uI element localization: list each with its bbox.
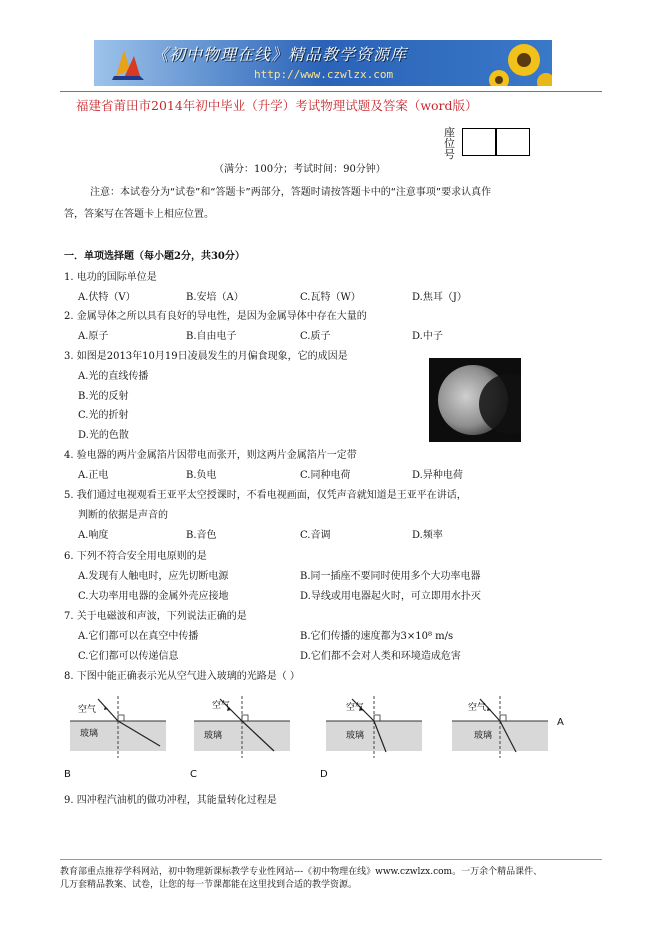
option-a: A.正电 — [78, 470, 109, 481]
header-divider — [60, 91, 602, 92]
footer-line-1: 教育部重点推荐学科网站，初中物理新课标教学专业性网站---《初中物理在线》www.czwlzx.com。一万余个精品课件、 — [60, 867, 543, 877]
option-a: A.光的直线传播 — [78, 371, 149, 382]
light-path-diagram-a — [70, 696, 166, 758]
option-b: B.它们传播的速度都为3×10⁸ m/s — [300, 631, 454, 642]
option-d: D.异种电荷 — [412, 470, 463, 481]
light-path-diagram-b — [194, 696, 290, 758]
question-stem: 4. 验电器的两片金属箔片因带电而张开，则这两片金属箔片一定带 — [64, 450, 357, 461]
option-c: C.大功率用电器的金属外壳应接地 — [78, 591, 229, 602]
option-d: D.它们都不会对人类和环境造成危害 — [300, 651, 461, 662]
option-b: B.音色 — [186, 530, 217, 541]
option-a: A.发现有人触电时，应先切断电源 — [78, 571, 229, 582]
option-d: D.频率 — [412, 530, 443, 541]
diagram-letter-c: C — [190, 769, 197, 780]
air-label: 空气 — [468, 703, 487, 713]
option-b: B.同一插座不要同时使用多个大功率电器 — [300, 571, 481, 582]
option-d: D.中子 — [412, 331, 443, 342]
light-path-diagram-c — [326, 696, 422, 758]
footer-line-2: 几万套精品教案、试卷，让您的每一节课都能在这里找到合适的教学资源。 — [60, 880, 358, 890]
question-stem: 8. 下图中能正确表示光从空气进入玻璃的光路是（ ） — [64, 671, 300, 682]
option-b: B.光的反射 — [78, 391, 129, 402]
option-b: B.负电 — [186, 470, 217, 481]
question-stem-continued: 判断的依据是声音的 — [78, 510, 168, 521]
option-c: C.光的折射 — [78, 410, 129, 421]
air-label: 空气 — [78, 705, 97, 715]
option-a: A.伏特（V） — [78, 292, 136, 303]
lunar-eclipse-image — [429, 358, 521, 442]
seat-number-box-1 — [462, 128, 496, 156]
banner-url-link[interactable]: http://www.czwlzx.com — [254, 68, 394, 81]
option-a: A.原子 — [78, 331, 109, 342]
document-title: 福建省莆田市2014年初中毕业（升学）考试物理试题及答案（word版） — [76, 98, 478, 113]
option-d: D.导线或用电器起火时，可立即用水扑灭 — [300, 591, 481, 602]
light-path-diagram-d — [452, 696, 548, 758]
air-label: 空气 — [346, 703, 365, 713]
footer-divider — [60, 859, 602, 860]
diagram-letter-d: D — [320, 769, 328, 780]
option-c: C.它们都可以传递信息 — [78, 651, 179, 662]
option-c: C.质子 — [300, 331, 331, 342]
diagram-letter-a: A — [557, 717, 564, 728]
question-stem: 9. 四冲程汽油机的做功冲程，其能量转化过程是 — [64, 795, 277, 806]
seat-number-box-2 — [496, 128, 530, 156]
question-stem: 2. 金属导体之所以具有良好的导电性，是因为金属导体中存在大量的 — [64, 311, 367, 322]
air-label: 空气 — [212, 701, 231, 711]
glass-label: 玻璃 — [474, 731, 493, 741]
option-c: C.音调 — [300, 530, 331, 541]
glass-label: 玻璃 — [346, 731, 365, 741]
glass-label: 玻璃 — [204, 731, 223, 741]
option-b: B.安培（A） — [186, 292, 244, 303]
question-stem: 1. 电功的国际单位是 — [64, 272, 157, 283]
option-a: A.响度 — [78, 530, 109, 541]
option-a: A.它们都可以在真空中传播 — [78, 631, 199, 642]
notice-line-2: 答，答案写在答题卡上相应位置。 — [64, 209, 214, 220]
notice-line-1: 注意：本试卷分为“试卷”和“答题卡”两部分，答题时请按答题卡中的“注意事项”要求认真作 — [90, 187, 492, 198]
question-stem: 6. 下列不符合安全用电原则的是 — [64, 551, 207, 562]
question-stem: 3. 如图是2013年10月19日凌晨发生的月偏食现象，它的成因是 — [64, 351, 348, 362]
banner-title: 《初中物理在线》精品教学资源库 — [152, 45, 408, 64]
glass-label: 玻璃 — [80, 729, 99, 739]
option-c: C.瓦特（W） — [300, 292, 361, 303]
question-stem: 5. 我们通过电视观看王亚平太空授课时，不看电视画面，仅凭声音就知道是王亚平在讲话， — [64, 490, 467, 501]
score-info: （满分：100分；考试时间：90分钟） — [214, 164, 386, 175]
diagram-letter-b: B — [64, 769, 71, 780]
option-c: C.同种电荷 — [300, 470, 351, 481]
option-d: D.焦耳（J） — [412, 292, 467, 303]
question-stem: 7. 关于电磁波和声波，下列说法正确的是 — [64, 611, 247, 622]
section-heading: 一．单项选择题（每小题2分，共30分） — [64, 251, 245, 262]
seat-number-label: 座位号 — [444, 126, 455, 161]
option-b: B.自由电子 — [186, 331, 237, 342]
option-d: D.光的色散 — [78, 430, 129, 441]
header-banner — [94, 40, 552, 86]
